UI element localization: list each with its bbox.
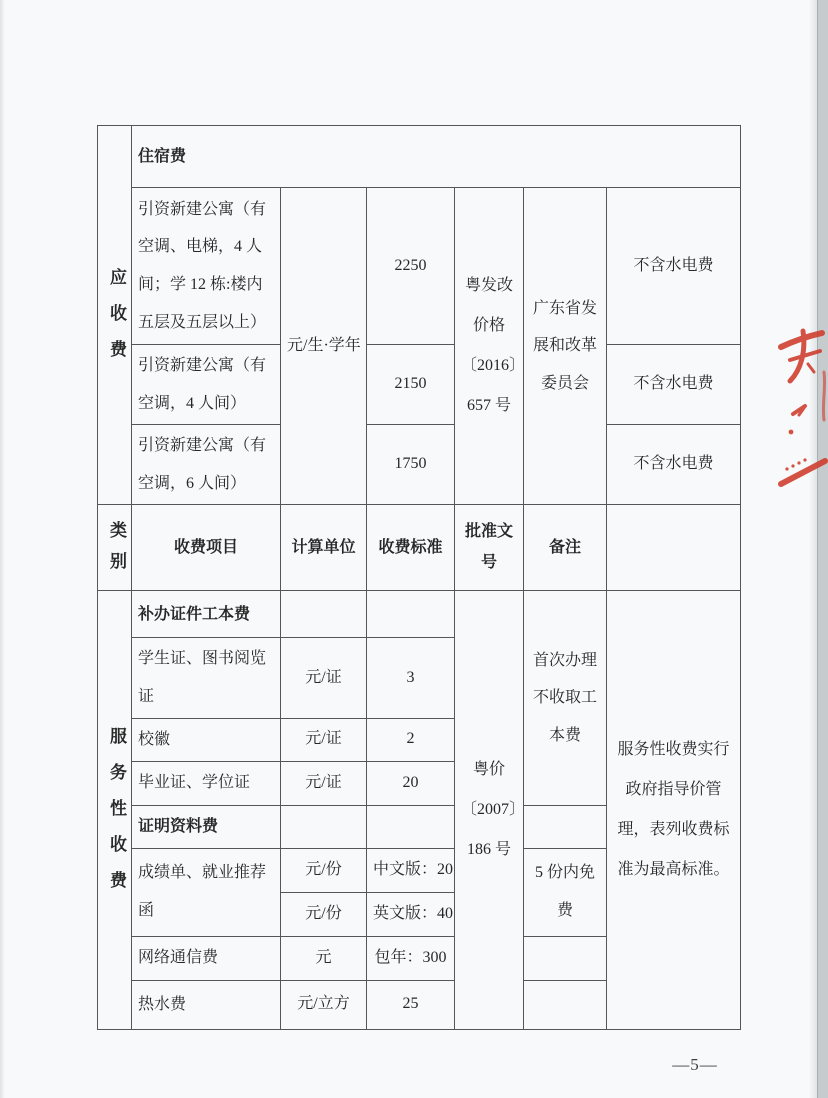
standard-cell: 包年：300 xyxy=(367,936,455,980)
unit-cell: 元/证 xyxy=(281,638,367,718)
header-unit: 计算单位 xyxy=(281,505,367,591)
authority-cell: 广东省发展和改革委员会 xyxy=(524,188,607,505)
standard-cell: 1750 xyxy=(367,425,455,505)
standard-cell: 20 xyxy=(367,761,455,805)
unit-cell: 元/份 xyxy=(281,892,367,936)
note-cell: 服务性收费实行政府指导价管理，表列收费标准为最高标准。 xyxy=(607,591,741,1029)
fee-item-cell: 学生证、图书阅览证 xyxy=(132,638,281,718)
category-cell-receivable xyxy=(98,126,132,505)
red-stamp-fragment xyxy=(778,320,828,492)
unit-cell xyxy=(281,805,367,848)
fee-item-cell: 补办证件工本费 xyxy=(132,591,281,638)
fee-item-cell: 引资新建公寓（有空调，6 人间） xyxy=(132,425,281,505)
empty-cell xyxy=(524,805,607,848)
fee-item-cell: 校徽 xyxy=(132,718,281,761)
header-category-label: 类别 xyxy=(107,521,126,584)
header-extra xyxy=(607,505,741,591)
remark-cell: 不含水电费 xyxy=(607,345,741,425)
standard-cell xyxy=(367,805,455,848)
remark-certificates-cell: 首次办理不收取工本费 xyxy=(524,591,607,805)
fee-table xyxy=(97,125,741,1030)
unit-cell xyxy=(281,591,367,638)
category-label-service: 服务性收费 xyxy=(107,726,126,907)
standard-cell: 2 xyxy=(367,718,455,761)
standard-cell: 3 xyxy=(367,638,455,718)
header-standard: 收费标准 xyxy=(367,505,455,591)
page-right-edge xyxy=(817,0,828,1098)
page-left-edge xyxy=(0,0,5,1098)
header-item: 收费项目 xyxy=(132,505,281,591)
fee-item-cell: 热水费 xyxy=(132,980,281,1029)
unit-cell: 元/生·学年 xyxy=(281,188,367,505)
fee-item-cell: 证明资料费 xyxy=(132,805,281,848)
header-approval: 批准文号 xyxy=(455,505,524,591)
unit-cell: 元/证 xyxy=(281,761,367,805)
remark-transcripts-cell: 5 份内免费 xyxy=(524,848,607,936)
empty-cell xyxy=(524,980,607,1029)
standard-cell: 25 xyxy=(367,980,455,1029)
header-remark: 备注 xyxy=(524,505,607,591)
fee-item-cell: 引资新建公寓（有空调、电梯，4 人间；学 12 栋:楼内五层及五层以上） xyxy=(132,188,281,345)
group-header-accommodation: 住宿费 xyxy=(132,126,741,188)
standard-cell: 2150 xyxy=(367,345,455,425)
fee-item-cell: 毕业证、学位证 xyxy=(132,761,281,805)
fee-item-cell: 网络通信费 xyxy=(132,936,281,980)
standard-cell: 中文版：20 xyxy=(367,848,455,892)
approval-doc-cell: 粤价〔2007〕186 号 xyxy=(455,591,524,1029)
fee-item-cell: 引资新建公寓（有空调，4 人间） xyxy=(132,345,281,425)
empty-cell xyxy=(524,936,607,980)
fee-item-cell: 成绩单、就业推荐函 xyxy=(132,848,281,936)
unit-cell: 元/份 xyxy=(281,848,367,892)
remark-cell: 不含水电费 xyxy=(607,425,741,505)
unit-cell: 元 xyxy=(281,936,367,980)
header-category xyxy=(98,505,132,591)
unit-cell: 元/立方 xyxy=(281,980,367,1029)
standard-cell: 2250 xyxy=(367,188,455,345)
standard-cell: 英文版：40 xyxy=(367,892,455,936)
category-label-receivable: 应收费 xyxy=(107,268,126,377)
standard-cell xyxy=(367,591,455,638)
unit-cell: 元/证 xyxy=(281,718,367,761)
category-cell-service xyxy=(98,591,132,1029)
remark-cell: 不含水电费 xyxy=(607,188,741,345)
approval-doc-cell: 粤发改价格〔2016〕657 号 xyxy=(455,188,524,505)
page-number: —5— xyxy=(672,1055,718,1074)
